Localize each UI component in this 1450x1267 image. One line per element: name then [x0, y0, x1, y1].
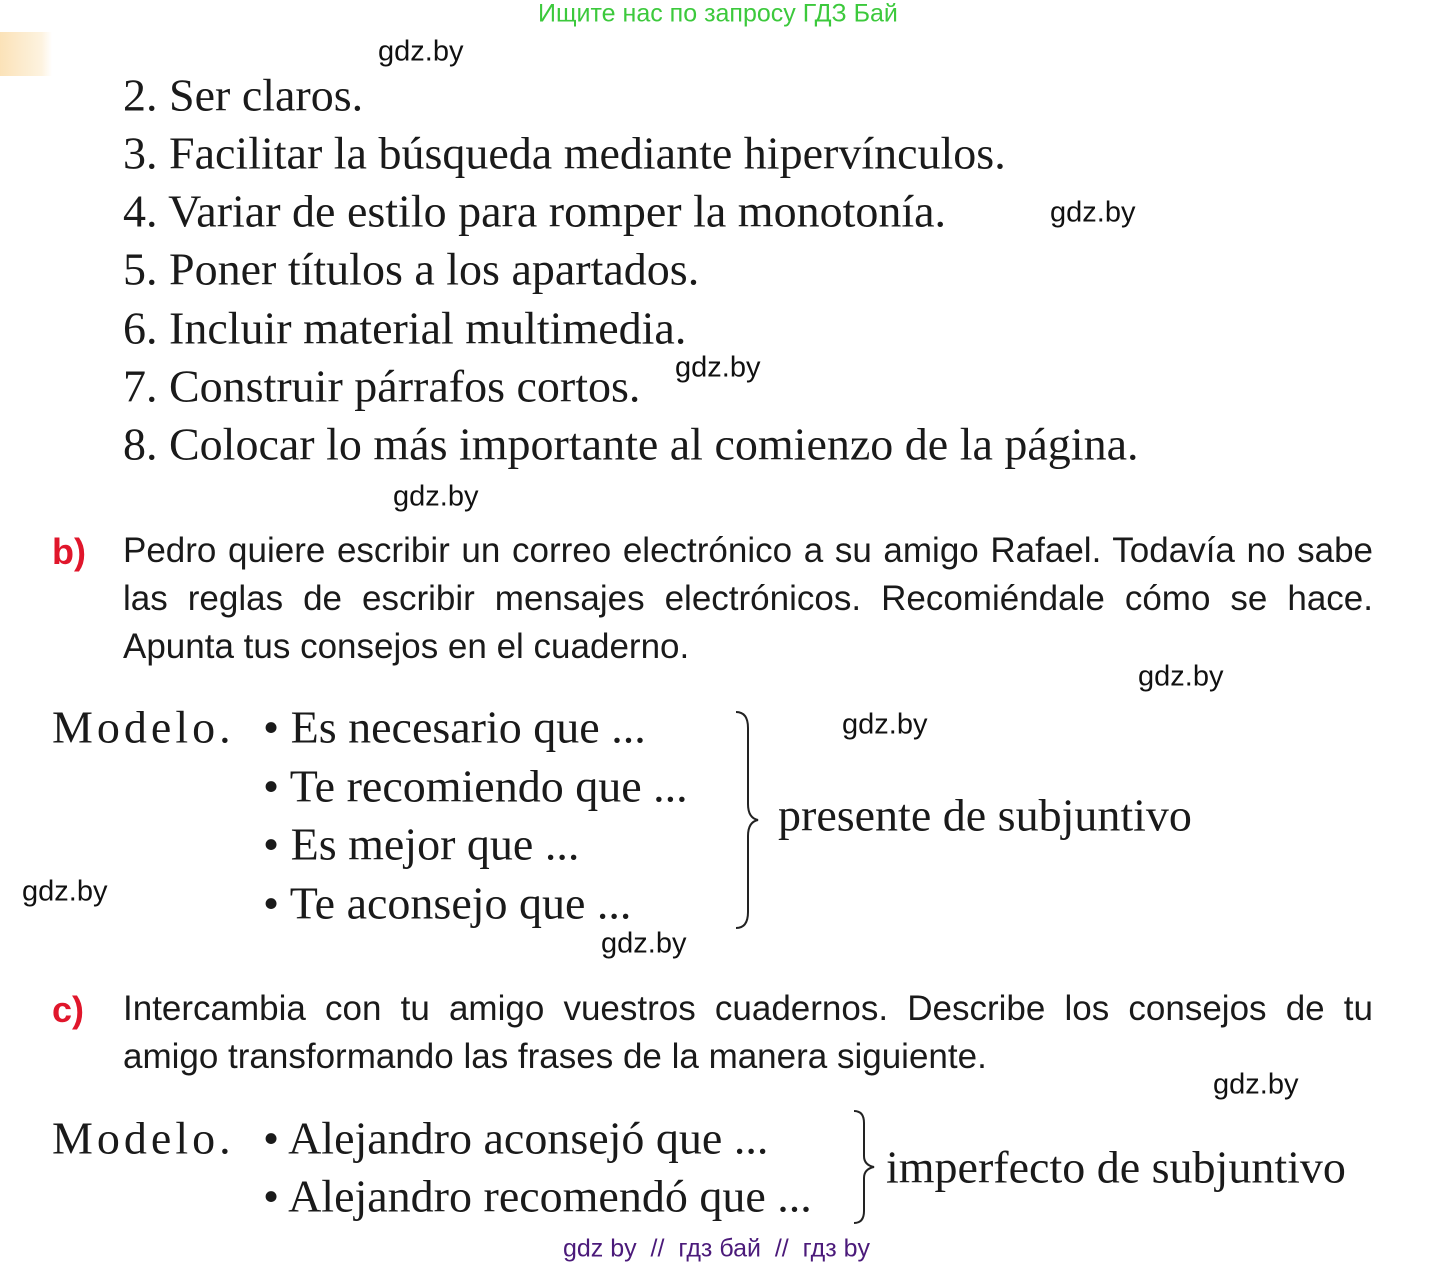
list-item: 5. Poner títulos a los apartados.	[123, 243, 700, 295]
header-banner[interactable]: Ищите нас по запросу ГДЗ Бай	[538, 0, 898, 28]
watermark: gdz.by	[675, 351, 761, 384]
model-bullet: • Es mejor que ...	[263, 818, 580, 870]
model-bullet: • Alejandro aconsejó que ...	[263, 1112, 769, 1164]
model-bullet: • Te recomiendo que ...	[263, 760, 688, 812]
modelo-label: Modelo.	[52, 701, 235, 753]
curly-brace	[848, 1108, 878, 1226]
list-item: 7. Construir párrafos cortos.	[123, 360, 641, 412]
list-item: 6. Incluir material multimedia.	[123, 302, 687, 354]
watermark: gdz.by	[378, 35, 464, 68]
watermark: gdz.by	[1050, 196, 1136, 229]
curly-brace	[730, 708, 760, 932]
section-b-instructions: Pedro quiere escribir un correo electrónico a su amigo Rafael. Todavía no sabe las reglas de escribir mensajes electrónicos. Recomiéndale cómo se hace. Apunta tus consejos en el cuaderno.	[123, 531, 1373, 666]
list-item: 4. Variar de estilo para romper la monotonía.	[123, 185, 947, 237]
brace-label: imperfecto de subjuntivo	[886, 1141, 1346, 1193]
decorative-corner	[0, 32, 52, 76]
list-item: 3. Facilitar la búsqueda mediante hipervínculos.	[123, 127, 1006, 179]
watermark: gdz.by	[393, 480, 479, 513]
model-bullet: • Te aconsejo que ...	[263, 877, 632, 929]
watermark: gdz.by	[842, 708, 928, 741]
list-item: 2. Ser claros.	[123, 69, 364, 121]
list-item: 8. Colocar lo más importante al comienzo de la página.	[123, 418, 1139, 470]
watermark: gdz.by	[1138, 660, 1224, 693]
section-b-label: b)	[52, 531, 86, 572]
watermark: gdz.by	[1213, 1068, 1299, 1101]
footer-links[interactable]: gdz by // гдз бай // гдз by	[563, 1234, 871, 1263]
watermark: gdz.by	[22, 875, 108, 908]
section-c-instructions: Intercambia con tu amigo vuestros cuadernos. Describe los consejos de tu amigo transformando las frases de la manera siguiente.	[123, 989, 1373, 1076]
watermark: gdz.by	[601, 927, 687, 960]
modelo-label: Modelo.	[52, 1112, 235, 1164]
model-bullet: • Alejandro recomendó que ...	[263, 1170, 812, 1222]
brace-label: presente de subjuntivo	[778, 789, 1192, 841]
model-bullet: • Es necesario que ...	[263, 701, 646, 753]
section-c-label: c)	[52, 989, 85, 1030]
